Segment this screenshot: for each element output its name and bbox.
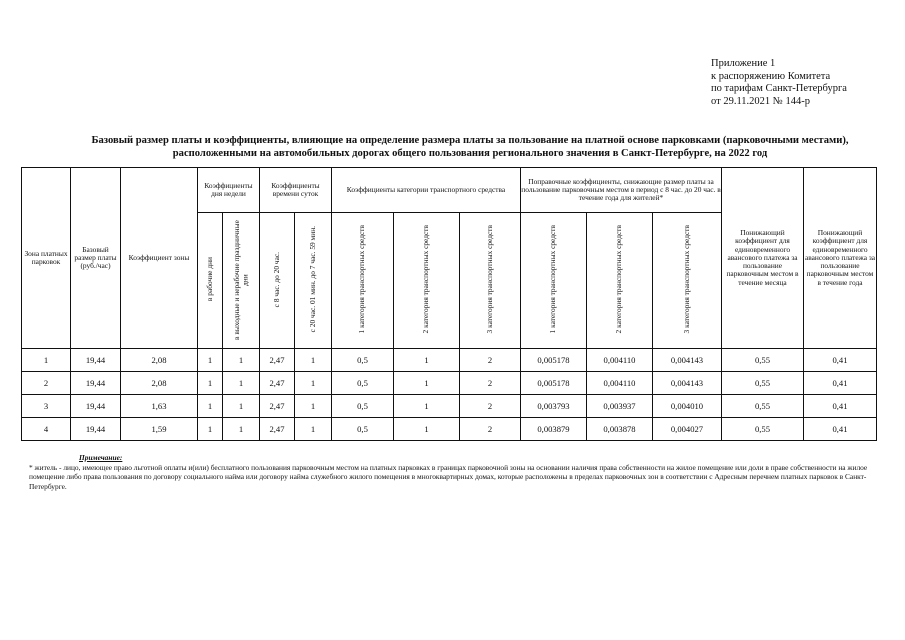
- header-resident-cat-1-label: 1 категория транспортных средств: [548, 225, 558, 334]
- table-cell: 1: [198, 395, 223, 418]
- table-cell: 0,005178: [521, 349, 587, 372]
- table-cell: 19,44: [71, 418, 121, 441]
- table-cell: 0,55: [722, 372, 804, 395]
- header-vehicle-cat-1: [332, 213, 394, 349]
- table-cell: 2: [460, 395, 521, 418]
- appendix-line: Приложение 1: [711, 58, 776, 69]
- table-cell: 0,55: [722, 395, 804, 418]
- table-cell: 0,004143: [653, 349, 722, 372]
- header-vehicle-cat-3-label: 3 категория транспортных средств: [484, 225, 494, 334]
- table-cell: 1: [295, 349, 332, 372]
- table-cell: 2,08: [121, 372, 198, 395]
- header-night-time-label: с 20 час. 01 мин. до 7 час. 59 мин.: [307, 226, 317, 333]
- table-cell: 1: [394, 372, 460, 395]
- table-cell: 1,63: [121, 395, 198, 418]
- table-cell: 2,47: [260, 349, 295, 372]
- table-cell: 0,5: [332, 418, 394, 441]
- table-cell: 0,55: [722, 349, 804, 372]
- table-cell: 1: [295, 372, 332, 395]
- table-cell: 2,47: [260, 395, 295, 418]
- table-cell: 0,5: [332, 349, 394, 372]
- table-cell: 1: [223, 418, 260, 441]
- document-title: Базовый размер платы и коэффициенты, влияющие на определение размера платы за пользование на платной основе парковками (парковочными местами), расположенными на автомобильных дорогах общего пользования регионального значения в Санкт-Петербурге, на 2022 год: [91, 135, 849, 159]
- table-cell: 0,003937: [587, 395, 653, 418]
- footnote: [29, 453, 889, 491]
- header-resident-coefficients-group: Поправочные коэффициенты, снижающие размер платы за пользование парковочным местом в период с 8 час. до 20 час. в течение года для жителей*: [521, 168, 722, 213]
- table-cell: 1: [223, 395, 260, 418]
- header-vehicle-cat-1-label: 1 категория транспортных средств: [357, 225, 367, 334]
- header-resident-cat-1: [521, 213, 587, 349]
- table-cell: 19,44: [71, 349, 121, 372]
- table-cell: 0,003793: [521, 395, 587, 418]
- table-cell: 2: [22, 372, 71, 395]
- table-cell: 2: [460, 372, 521, 395]
- header-night-time: [295, 213, 332, 349]
- appendix-reference: [711, 58, 847, 108]
- table-cell: 0,5: [332, 395, 394, 418]
- header-vehicle-category-group: Коэффициенты категории транспортного средства: [332, 168, 521, 213]
- header-vehicle-cat-3: [460, 213, 521, 349]
- table-cell: 0,55: [722, 418, 804, 441]
- table-row: [22, 395, 877, 418]
- header-resident-cat-2-label: 2 категория транспортных средств: [614, 225, 624, 334]
- table-cell: 0,41: [804, 372, 877, 395]
- header-weekdays: [198, 213, 223, 349]
- header-zone: Зона платных парковок: [22, 168, 71, 349]
- header-base-rate: Базовый размер платы (руб./час): [71, 168, 121, 349]
- table-cell: 0,41: [804, 395, 877, 418]
- tariff-table: [21, 167, 877, 441]
- table-cell: 2: [460, 349, 521, 372]
- header-resident-cat-3: [653, 213, 722, 349]
- table-cell: 0,004027: [653, 418, 722, 441]
- table-cell: 0,41: [804, 349, 877, 372]
- table-cell: 1,59: [121, 418, 198, 441]
- header-vehicle-cat-2-label: 2 категория транспортных средств: [421, 225, 431, 334]
- table-cell: 0,005178: [521, 372, 587, 395]
- header-day-time-label: с 8 час. до 20 час.: [271, 251, 281, 308]
- table-cell: 1: [394, 349, 460, 372]
- table-cell: 1: [394, 418, 460, 441]
- table-cell: 1: [394, 395, 460, 418]
- table-cell: 2,47: [260, 372, 295, 395]
- appendix-line: по тарифам Санкт-Петербурга: [711, 83, 847, 94]
- appendix-line: от 29.11.2021 № 144-р: [711, 95, 810, 107]
- header-vehicle-cat-2: [394, 213, 460, 349]
- table-cell: 0,41: [804, 418, 877, 441]
- table-cell: 2,08: [121, 349, 198, 372]
- header-zone-coefficient: Коэффициент зоны: [121, 168, 198, 349]
- table-cell: 0,004010: [653, 395, 722, 418]
- header-time-of-day-group: Коэффициенты времени суток: [260, 168, 332, 213]
- table-cell: 1: [223, 372, 260, 395]
- table-cell: 2: [460, 418, 521, 441]
- table-cell: 1: [223, 349, 260, 372]
- footnote-text: * житель - лицо, имеющее право льготной оплаты и(или) бесплатного пользования парковочным местом на платных парковках в границах парковочной зоны на основании наличия права собственности на жилое помещение или доли в праве собственности на жилое помещение либо права пользования по договору социального найма или договору найма служебного жилого помещения в многоквартирных домах, которые расположены в пределах парковочных зон в соответствии с Адресным перечнем платных парковок в Санкт-Петербурге.: [29, 462, 868, 491]
- header-weekends: [223, 213, 260, 349]
- header-resident-cat-3-label: 3 категория транспортных средств: [681, 225, 691, 334]
- header-reduction-year: Понижающий коэффициент для единовременного авансового платежа за пользование парковочным местом в течение года: [804, 168, 877, 349]
- table-cell: 1: [295, 418, 332, 441]
- table-cell: 1: [295, 395, 332, 418]
- table-cell: 1: [198, 349, 223, 372]
- header-weekdays-label: в рабочие дни: [204, 257, 214, 302]
- table-cell: 0,004110: [587, 349, 653, 372]
- table-row: [22, 349, 877, 372]
- header-weekends-label: в выходные и нерабочие праздничные дни: [231, 219, 249, 340]
- table-cell: 19,44: [71, 372, 121, 395]
- table-cell: 0,004110: [587, 372, 653, 395]
- footnote-title: Примечание:: [79, 453, 123, 462]
- table-cell: 0,004143: [653, 372, 722, 395]
- table-cell: 1: [198, 372, 223, 395]
- table-cell: 0,003878: [587, 418, 653, 441]
- appendix-line: к распоряжению Комитета: [711, 70, 831, 82]
- table-cell: 19,44: [71, 395, 121, 418]
- header-day-of-week-group: Коэффициенты дня недели: [198, 168, 260, 213]
- table-cell: 0,003879: [521, 418, 587, 441]
- table-cell: 1: [198, 418, 223, 441]
- table-cell: 0,5: [332, 372, 394, 395]
- header-day-time: [260, 213, 295, 349]
- table-cell: 3: [22, 395, 71, 418]
- table-cell: 1: [22, 349, 71, 372]
- header-resident-cat-2: [587, 213, 653, 349]
- table-cell: 4: [22, 418, 71, 441]
- table-cell: 2,47: [260, 418, 295, 441]
- header-reduction-month: Понижающий коэффициент для единовременного авансового платежа за пользование парковочным местом в течение месяца: [722, 168, 804, 349]
- table-row: [22, 418, 877, 441]
- table-row: [22, 372, 877, 395]
